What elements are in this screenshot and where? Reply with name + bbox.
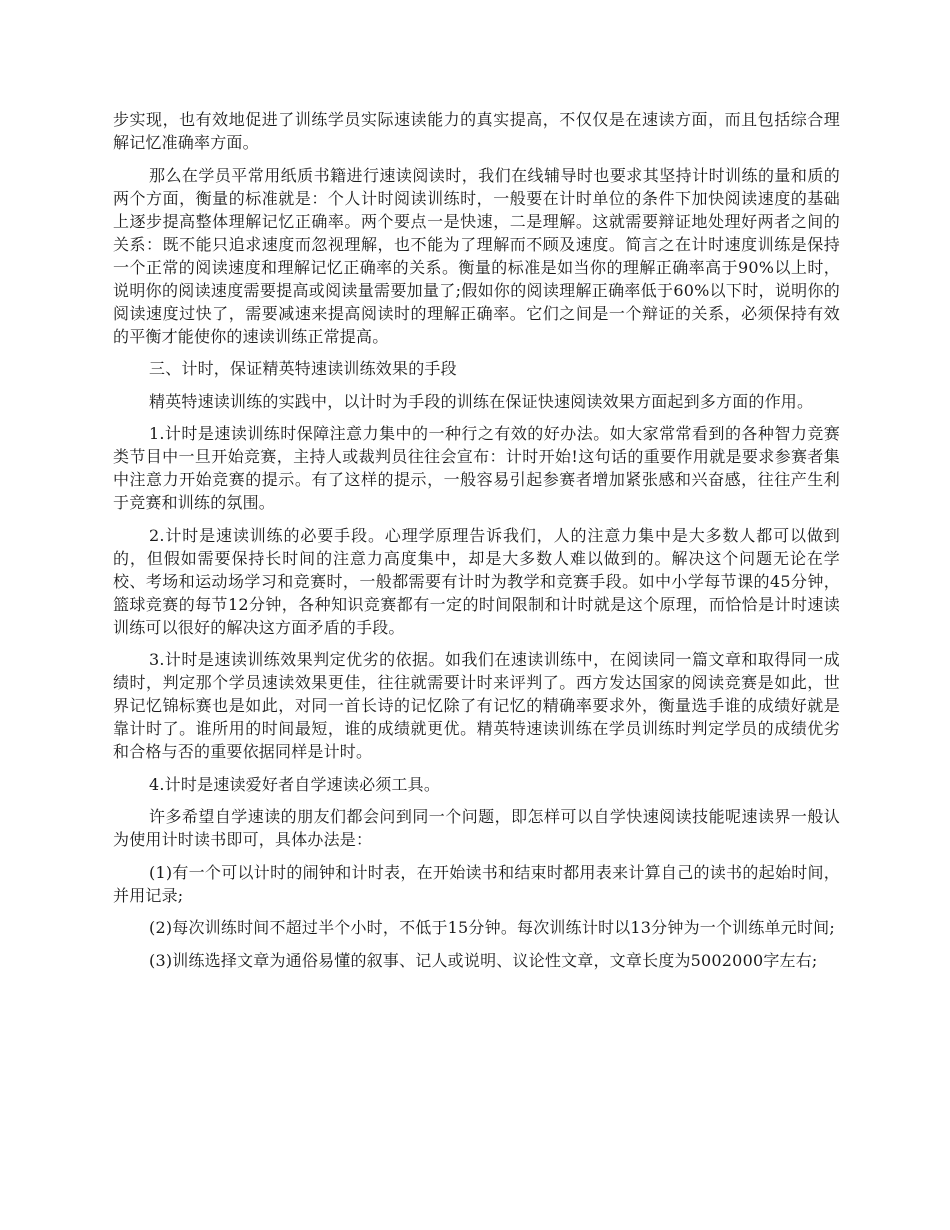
paragraph-5: 1.计时是速读训练时保障注意力集中的一种行之有效的好办法。如大家常常看到的各种智力竞赛类节目中一旦开始竞赛，主持人或裁判员往往会宣布：计时开始!这句话的重要作用就是要求参赛者集中注意力开始竞赛的提示。有了这样的提示，一般容易引起参赛者增加紧张感和兴奋感，往往产生利于竞赛和训练的氛围。 <box>113 424 840 512</box>
document-page <box>113 108 840 981</box>
list-item-2: (2)每次训练时间不超过半个小时，不低于15分钟。每次训练计时以13分钟为一个训练单元时间; <box>149 918 835 937</box>
section-heading-3: 三、计时，保证精英特速读训练效果的手段 <box>149 359 457 378</box>
paragraph-1: 步实现，也有效地促进了训练学员实际速读能力的真实提高，不仅仅是在速读方面，而且包括综合理解记忆准确率方面。 <box>113 110 840 152</box>
paragraph-6: 2.计时是速读训练的必要手段。心理学原理告诉我们，人的注意力集中是大多数人都可以做到的，但假如需要保持长时间的注意力高度集中，却是大多数人难以做到的。解决这个问题无论在学校、考场和运动场学习和竞赛时，一般都需要有计时为教学和竞赛手段。如中小学每节课的45分钟，篮球竞赛的每节12分钟，各种知识竞赛都有一定的时间限制和计时就是这个原理，而恰恰是计时速读训练可以很好的解决这方面矛盾的手段。 <box>113 525 840 637</box>
list-item-3: (3)训练选择文章为通俗易懂的叙事、记人或说明、议论性文章，文章长度为5002000字左右; <box>149 950 818 970</box>
paragraph-2: 那么在学员平常用纸质书籍进行速读阅读时，我们在线辅导时也要求其坚持计时训练的量和质的两个方面，衡量的标准就是：个人计时阅读训练时，一般要在计时单位的条件下加快阅读速度的基础上逐步提高整体理解记忆正确率。两个要点一是快速，二是理解。这就需要辩证地处理好两者之间的关系：既不能只追求速度而忽视理解，也不能为了理解而不顾及速度。简言之在计时速度训练是保持一个正常的阅读速度和理解记忆正确率的关系。衡量的标准是如当你的理解正确率高于90%以上时，说明你的阅读速度需要提高或阅读量需要加量了;假如你的阅读理解正确率低于60%以下时，说明你的阅读速度过快了，需要减速来提高阅读时的理解正确率。它们之间是一个辩证的关系，必须保持有效的平衡才能使你的速读训练正常提高。 <box>113 165 840 346</box>
paragraph-4: 精英特速读训练的实践中，以计时为手段的训练在保证快速阅读效果方面起到多方面的作用。 <box>149 391 814 411</box>
paragraph-9: 许多希望自学速读的朋友们都会问到同一个问题，即怎样可以自学快速阅读技能呢速读界一般认为使用计时读书即可，具体办法是： <box>113 807 840 849</box>
paragraph-8: 4.计时是速读爱好者自学速读必须工具。 <box>149 774 441 794</box>
list-item-1: (1)有一个可以计时的闹钟和计时表，在开始读书和结束时都用表来计算自己的读书的起始时间，并用记录; <box>113 862 840 905</box>
paragraph-7: 3.计时是速读训练效果判定优劣的依据。如我们在速读训练中，在阅读同一篇文章和取得同一成绩时，判定那个学员速读效果更佳，往往就需要计时来评判了。西方发达国家的阅读竞赛是如此，世界记忆锦标赛也是如此，对同一首长诗的记忆除了有记忆的精确率要求外，衡量选手谁的成绩好就是靠计时了。谁所用的时间最短，谁的成绩就更优。精英特速读训练在学员训练时判定学员的成绩优劣和合格与否的重要依据同样是计时。 <box>113 650 840 761</box>
